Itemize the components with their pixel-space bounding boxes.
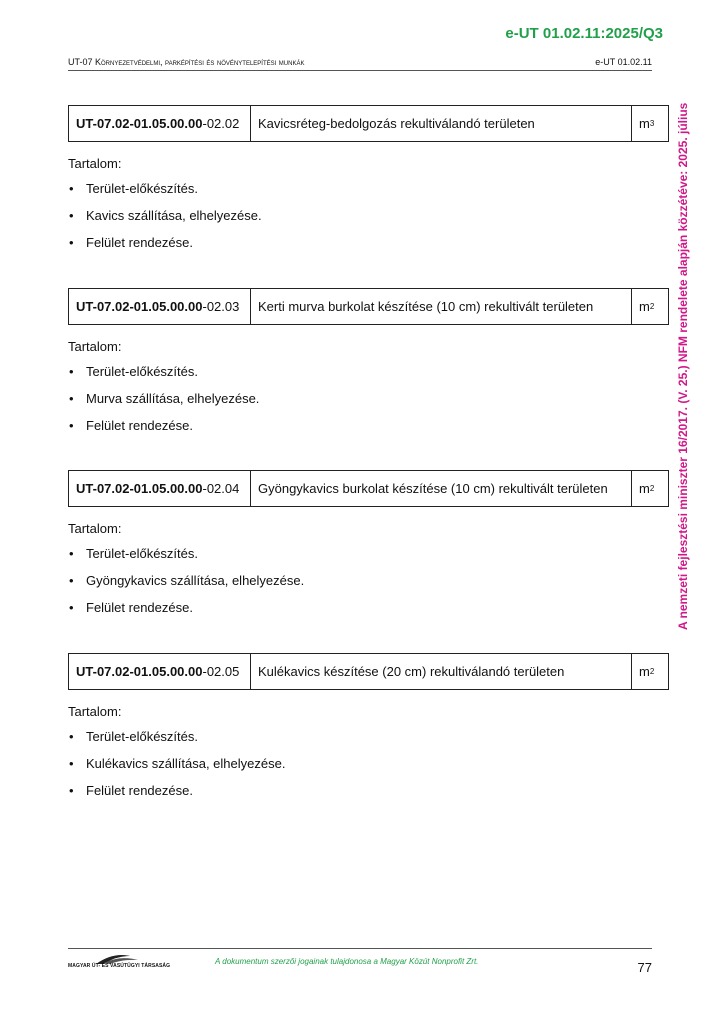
bullet-icon: • <box>69 756 74 771</box>
bullet-icon: • <box>69 391 74 406</box>
list-item: • Felület rendezése. <box>69 235 193 250</box>
bullet-icon: • <box>69 729 74 744</box>
item-description: Kerti murva burkolat készítése (10 cm) rekultivált területen <box>251 289 632 324</box>
list-item: • Felület rendezése. <box>69 600 193 615</box>
work-item <box>68 470 669 627</box>
list-item: • Terület-előkészítés. <box>69 364 198 379</box>
header-section-title <box>68 57 304 67</box>
item-header-table <box>68 653 669 690</box>
item-description: Kulékavics készítése (20 cm) rekultiválandó területen <box>251 654 632 689</box>
work-item <box>68 288 669 445</box>
copyright-notice: A dokumentum szerzői jogainak tulajdonosa a Magyar Közút Nonprofit Zrt. <box>215 957 479 966</box>
header-title: Környezetvédelmi, parképítési és növénytelepítési munkák <box>95 57 305 67</box>
page-number: 77 <box>637 960 652 975</box>
footer-divider <box>68 948 652 949</box>
bullet-icon: • <box>69 235 74 250</box>
item-description: Gyöngykavics burkolat készítése (10 cm) rekultivált területen <box>251 471 632 506</box>
list-item: • Murva szállítása, elhelyezése. <box>69 391 260 406</box>
bullet-icon: • <box>69 181 74 196</box>
bullet-icon: • <box>69 573 74 588</box>
bullet-icon: • <box>69 546 74 561</box>
list-item: • Felület rendezése. <box>69 783 193 798</box>
bullet-icon: • <box>69 600 74 615</box>
item-unit: m 3 <box>639 116 655 131</box>
content-label: Tartalom: <box>68 521 122 536</box>
item-code: UT-07.02-01.05.00.00 -02.05 <box>69 654 251 689</box>
work-item <box>68 105 669 262</box>
list-item: • Terület-előkészítés. <box>69 546 198 561</box>
item-header-table <box>68 105 669 142</box>
document-code: e-UT 01.02.11:2025/Q3 <box>505 25 663 42</box>
header-doc-ref: e-UT 01.02.11 <box>595 57 652 67</box>
bullet-icon: • <box>69 364 74 379</box>
work-item <box>68 653 669 810</box>
list-item: • Terület-előkészítés. <box>69 729 198 744</box>
bullet-icon: • <box>69 208 74 223</box>
item-header-table <box>68 470 669 507</box>
item-header-table <box>68 288 669 325</box>
item-code: UT-07.02-01.05.00.00 -02.04 <box>69 471 251 506</box>
list-item: • Terület-előkészítés. <box>69 181 198 196</box>
header-prefix: UT-07 <box>68 57 96 67</box>
content-label: Tartalom: <box>68 704 122 719</box>
list-item: • Gyöngykavics szállítása, elhelyezése. <box>69 573 305 588</box>
running-header <box>68 57 652 71</box>
side-publication-note: A nemzeti fejlesztési miniszter 16/2017. (V. 25.) NFM rendelete alapján közzétéve: 2025. július <box>676 102 690 630</box>
logo-text: MAGYAR ÚT- ÉS VASÚTÜGYI TÁRSASÁG <box>68 963 171 969</box>
item-code: UT-07.02-01.05.00.00 -02.03 <box>69 289 251 324</box>
content-label: Tartalom: <box>68 339 122 354</box>
bullet-icon: • <box>69 783 74 798</box>
list-item: • Felület rendezése. <box>69 418 193 433</box>
content-list <box>68 546 669 627</box>
item-unit: m 2 <box>639 481 655 496</box>
item-description: Kavicsréteg-bedolgozás rekultiválandó területen <box>251 106 632 141</box>
content-list <box>68 729 669 810</box>
list-item: • Kulékavics szállítása, elhelyezése. <box>69 756 286 771</box>
item-unit: m 2 <box>639 664 655 679</box>
item-code: UT-07.02-01.05.00.00 -02.02 <box>69 106 251 141</box>
content-list <box>68 181 669 262</box>
list-item: • Kavics szállítása, elhelyezése. <box>69 208 262 223</box>
content-label: Tartalom: <box>68 156 122 171</box>
content-list <box>68 364 669 445</box>
bullet-icon: • <box>69 418 74 433</box>
item-unit: m 2 <box>639 299 655 314</box>
